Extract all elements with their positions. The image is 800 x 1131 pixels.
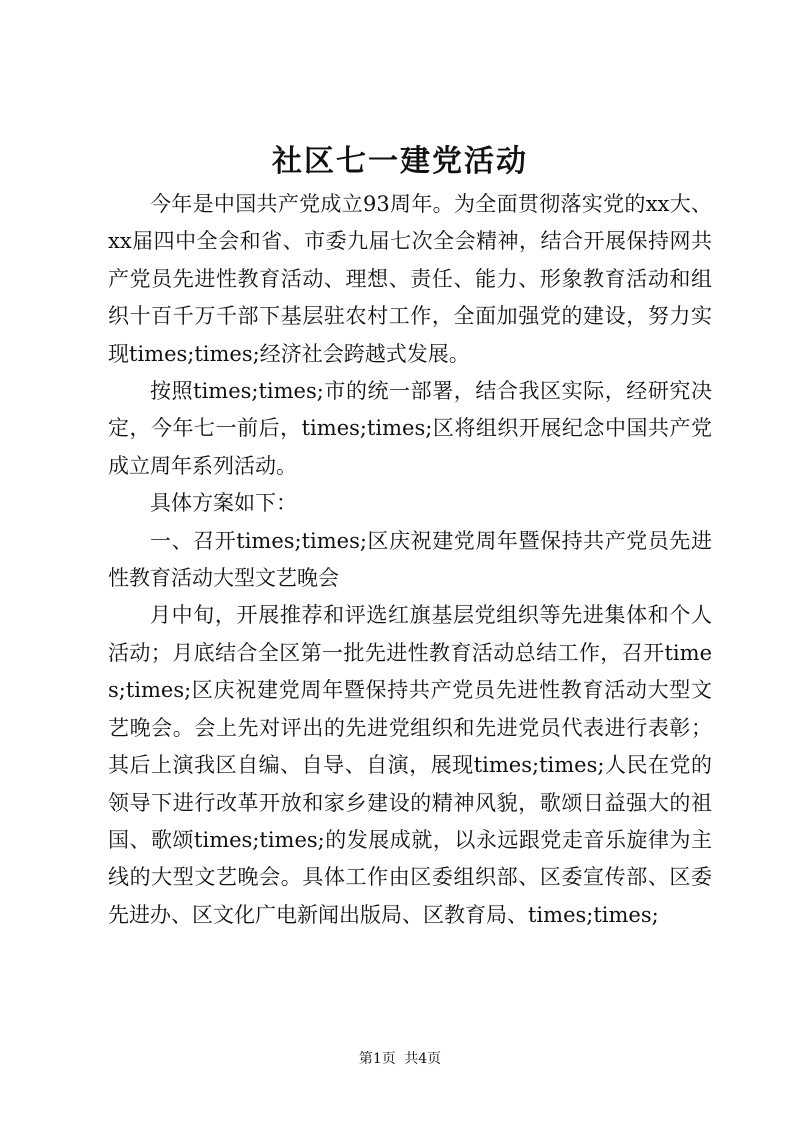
document-body: [108, 186, 712, 934]
paragraph-intro: 今年是中国共产党成立93周年。为全面贯彻落实党的xx大、xx届四中全会和省、市委九届七次全会精神，结合开展保持网共产党员先进性教育活动、理想、责任、能力、形象教育活动和组织十百千万千部下基层驻农村工作，全面加强党的建设，努力实现times;times;经济社会跨越式发展。: [108, 192, 712, 366]
paragraph-plan-heading: 具体方案如下：: [150, 491, 297, 516]
page-footer: [0, 1049, 800, 1069]
paragraph-section-one-body: 月中旬，开展推荐和评选红旗基层党组织等先进集体和个人活动；月底结合全区第一批先进性教育活动总结工作，召开times;times;区庆祝建党周年暨保持共产党员先进性教育活动大型文艺晚会。会上先对评出的先进党组织和先进党员代表进行表彰；其后上演我区自编、自导、自演，展现times;times;人民在党的领导下进行改革开放和家乡建设的精神风貌，歌颂日益强大的祖国、歌颂times;times;的发展成就，以永远跟党走音乐旋律为主线的大型文艺晚会。具体工作由区委组织部、区委宣传部、区委先进办、区文化广电新闻出版局、区教育局、times;times;: [108, 603, 712, 927]
paragraph-arrangement: 按照times;times;市的统一部署，结合我区实际，经研究决定，今年七一前后，times;times;区将组织开展纪念中国共产党成立周年系列活动。: [108, 379, 712, 478]
page-number: 第1页: [358, 1051, 396, 1067]
page-total: 共4页: [404, 1051, 442, 1067]
paragraph-section-one-heading: 一、召开times;times;区庆祝建党周年暨保持共产党员先进性教育活动大型文艺晚会: [108, 528, 712, 591]
document-title: 社区七一建党活动: [272, 144, 528, 179]
